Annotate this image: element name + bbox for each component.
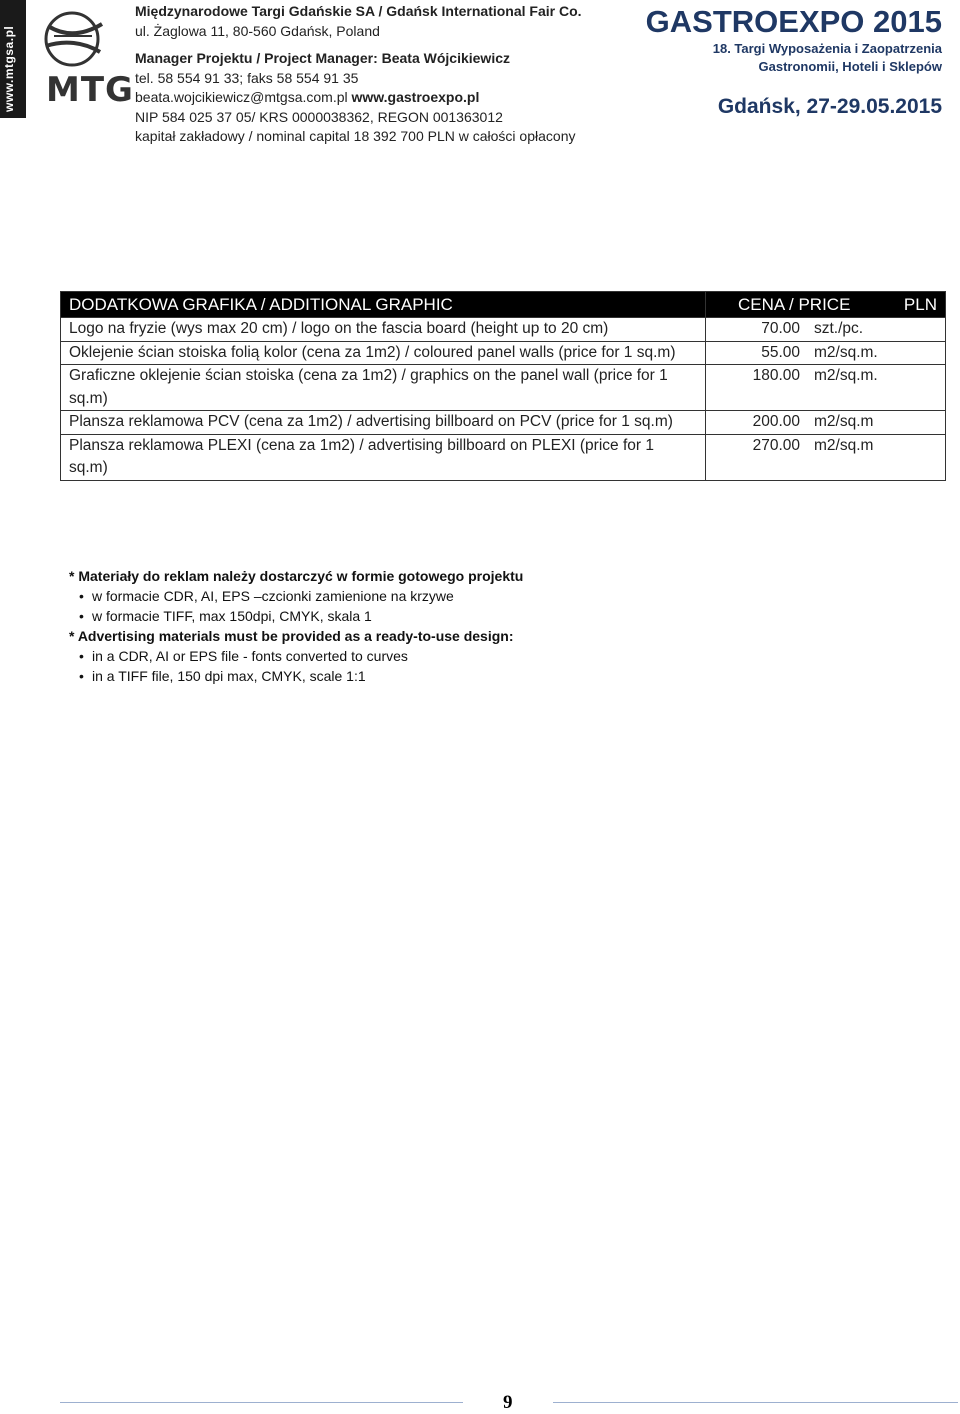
- row-description: Oklejenie ścian stoiska folią kolor (cena za 1m2) / coloured panel walls (price for 1 sq.m): [61, 341, 706, 365]
- logo-text: MTG: [46, 70, 134, 110]
- price-value: 180.00: [752, 367, 800, 384]
- row-price: [706, 411, 946, 435]
- price-value: 70.00: [761, 320, 800, 337]
- row-price: [706, 434, 946, 480]
- row-price: [706, 318, 946, 342]
- event-title: GASTROEXPO 2015: [645, 4, 942, 39]
- company-header: [135, 2, 582, 147]
- event-brand: [646, 4, 942, 119]
- notes-section: [69, 566, 523, 686]
- website-link[interactable]: www.gastroexpo.pl: [351, 89, 480, 105]
- registration-info: NIP 584 025 37 05/ KRS 0000038362, REGON 001363012: [135, 108, 503, 125]
- contact-line: [135, 88, 582, 108]
- table-row: [61, 434, 946, 480]
- project-manager: Manager Projektu / Project Manager: Beata Wójcikiewicz: [135, 50, 510, 66]
- header-currency: PLN: [903, 295, 937, 314]
- notes-heading-en: * Advertising materials must be provided as a ready-to-use design:: [69, 628, 514, 644]
- row-description: Plansza reklamowa PLEXI (cena za 1m2) / advertising billboard on PLEXI (price for 1 sq.m): [61, 434, 706, 480]
- row-price: [706, 365, 946, 411]
- event-subtitle-2: Gastronomii, Hoteli i Sklepów: [758, 59, 942, 74]
- table-header-row: [61, 292, 946, 318]
- price-unit: m2/sq.m: [814, 436, 874, 454]
- event-subtitle-1: 18. Targi Wyposażenia i Zaopatrzenia: [712, 41, 942, 56]
- notes-bullet-pl-1: • w formacie CDR, AI, EPS –czcionki zamienione na krzywe: [69, 586, 523, 606]
- page-number: 9: [503, 1392, 513, 1413]
- price-value: 200.00: [752, 413, 800, 430]
- row-description: Graficzne oklejenie ścian stoiska (cena za 1m2) / graphics on the panel wall (price for 1 sq.m): [61, 365, 706, 411]
- capital-info: kapitał zakładowy / nominal capital 18 392 700 PLN w całości opłacony: [135, 128, 576, 144]
- row-description: Plansza reklamowa PCV (cena za 1m2) / advertising billboard on PCV (price for 1 sq.m): [61, 411, 706, 435]
- price-unit: m2/sq.m.: [814, 343, 878, 361]
- notes-heading-pl: * Materiały do reklam należy dostarczyć w formie gotowego projektu: [69, 568, 524, 584]
- row-description: Logo na fryzie (wys max 20 cm) / logo on the fascia board (height up to 20 cm): [61, 318, 706, 342]
- table-row: [61, 318, 946, 342]
- header-description: DODATKOWA GRAFIKA / ADDITIONAL GRAPHIC: [61, 292, 706, 318]
- footer-divider-right: [553, 1402, 958, 1403]
- footer-divider-left: [60, 1402, 463, 1403]
- price-value: 55.00: [761, 343, 800, 361]
- price-unit: m2/sq.m.: [814, 367, 878, 384]
- price-unit: m2/sq.m: [814, 413, 874, 430]
- row-price: [706, 341, 946, 365]
- notes-bullet-pl-2: • w formacie TIFF, max 150dpi, CMYK, skala 1: [69, 606, 523, 626]
- side-strip: [0, 0, 26, 118]
- table-row: [61, 365, 946, 411]
- phone-fax: tel. 58 554 91 33; faks 58 554 91 35: [135, 69, 359, 86]
- side-strip-website: www.mtgsa.pl: [2, 25, 16, 112]
- price-table: [60, 291, 946, 481]
- table-row: [61, 411, 946, 435]
- event-date: Gdańsk, 27-29.05.2015: [717, 95, 942, 118]
- price-unit: szt./pc.: [814, 320, 864, 337]
- mtg-emblem-icon: [34, 6, 114, 72]
- notes-bullet-en-1: • in a CDR, AI or EPS file - fonts converted to curves: [69, 646, 523, 666]
- header-price: CENA / PRICE: [738, 295, 851, 314]
- notes-bullet-en-2: • in a TIFF file, 150 dpi max, CMYK, scale 1:1: [69, 666, 523, 686]
- email-link[interactable]: beata.wojcikiewicz@mtgsa.com.pl: [135, 89, 348, 105]
- table-row: [61, 341, 946, 365]
- header-price-cell: [706, 292, 946, 318]
- company-name: Międzynarodowe Targi Gdańskie SA / Gdańsk International Fair Co.: [135, 3, 582, 19]
- company-address: ul. Żaglowa 11, 80-560 Gdańsk, Poland: [135, 22, 380, 39]
- price-value: 270.00: [752, 436, 800, 454]
